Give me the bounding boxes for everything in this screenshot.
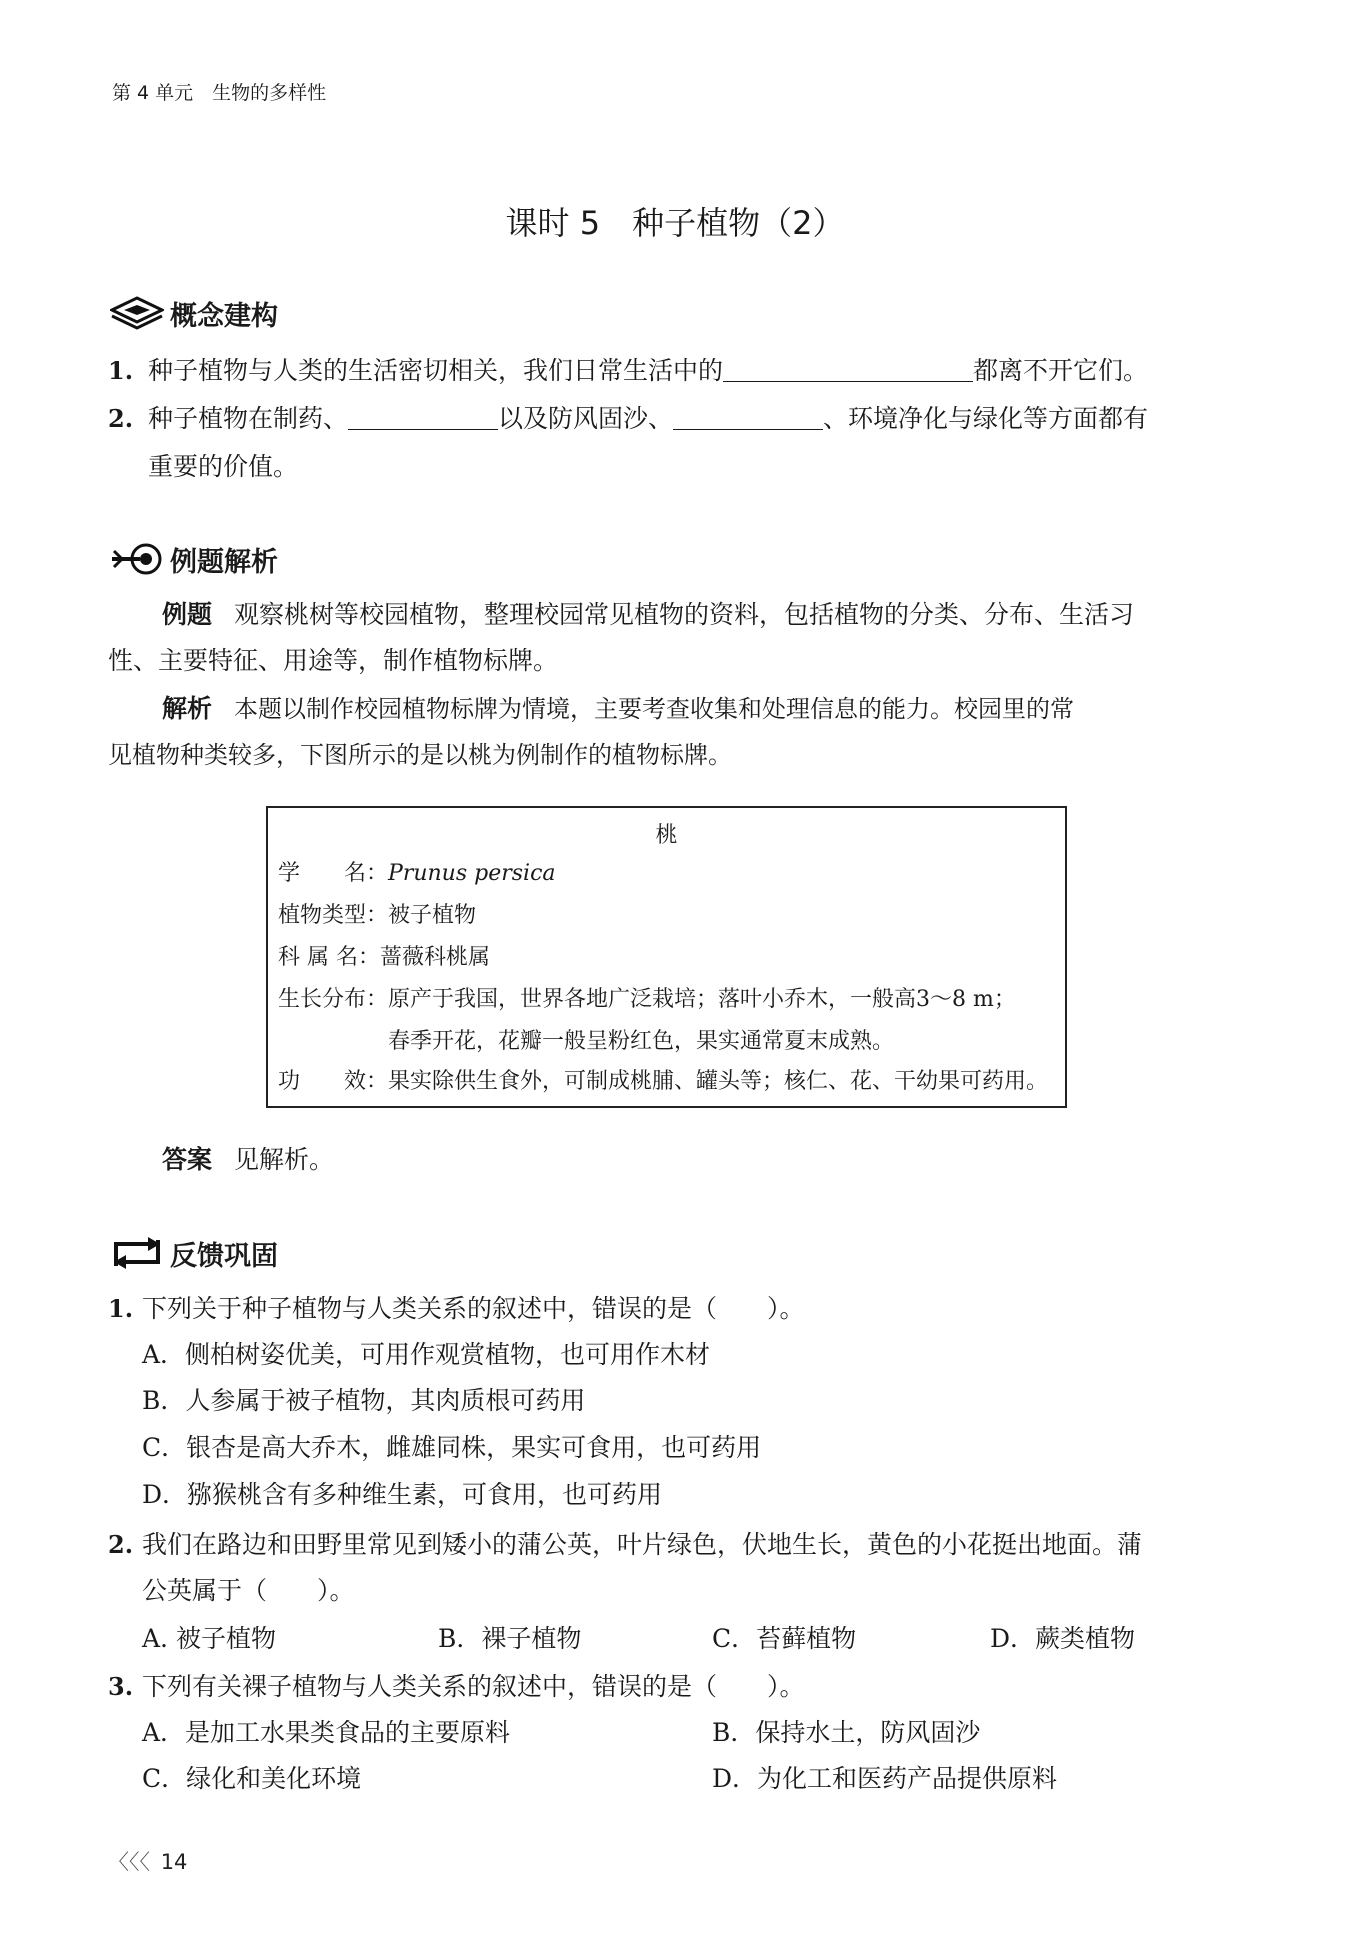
- example-text: 观察桃树等校园植物，整理校园常见植物的资料，包括植物的分类、分布、生活习: [233, 600, 1134, 629]
- section-divider: [312, 314, 1210, 358]
- card-row-value: 被子植物: [388, 903, 477, 928]
- option: C．银杏是高大乔木，雌雄同株，果实可食用，也可药用: [142, 1433, 762, 1462]
- analysis-text: 本题以制作校园植物标牌为情境，主要考查收集和处理信息的能力。校园里的常: [233, 695, 1074, 723]
- section-heading-feedback: [110, 1231, 278, 1275]
- page-title: 课时 5 种子植物（2）: [505, 204, 845, 242]
- analysis-text-continued: 见植物种类较多，下图所示的是以桃为例制作的植物标牌。: [108, 741, 732, 769]
- section-divider: [302, 1254, 1210, 1298]
- card-row-label: 科 属 名：: [278, 945, 380, 970]
- question-number: 2.: [108, 404, 134, 433]
- question-text: 种子植物在制药、＿＿＿＿＿＿以及防风固沙、＿＿＿＿＿＿、环境净化与绿化等方面都有: [148, 404, 1149, 433]
- question-stem: 下列关于种子植物与人类关系的叙述中，错误的是（ ）。: [142, 1294, 805, 1323]
- card-row: [388, 1028, 894, 1056]
- answer-line: [162, 1145, 334, 1175]
- running-header: 第 4 单元 生物的多样性: [112, 82, 327, 104]
- question-text: 种子植物与人类的生活密切相关，我们日常生活中的＿＿＿＿＿＿＿＿＿＿都离不开它们。: [148, 356, 1149, 385]
- option: B．人参属于被子植物，其肉质根可药用: [142, 1386, 586, 1415]
- card-row-value: 蔷薇科桃属: [380, 945, 491, 970]
- option: D．为化工和医药产品提供原料: [712, 1764, 1058, 1793]
- option: C．绿化和美化环境: [142, 1764, 362, 1793]
- card-row: [278, 1068, 1048, 1096]
- answer-label: 答案: [162, 1145, 213, 1174]
- section-heading-concept: [110, 291, 278, 335]
- question-number: 3.: [108, 1672, 134, 1701]
- example-label: 例题: [162, 600, 213, 629]
- card-row: [278, 986, 1016, 1014]
- card-title: 桃: [655, 823, 678, 848]
- option: A．侧柏树姿优美，可用作观赏植物，也可用作木材: [142, 1340, 711, 1369]
- option: D．猕猴桃含有多种维生素，可食用，也可药用: [142, 1480, 663, 1509]
- analysis-line: [162, 694, 1074, 724]
- plant-label-card: [266, 806, 1067, 1108]
- target-arrow-icon: [110, 542, 164, 576]
- card-row-label: 功 效：: [278, 1069, 389, 1094]
- card-row-value: 果实除供生食外，可制成桃脯、罐头等；核仁、花、干幼果可药用。: [388, 1069, 1049, 1094]
- question-number: 2.: [108, 1530, 134, 1559]
- card-row-value: Prunus persica: [388, 861, 556, 886]
- question-number: 1.: [108, 1294, 134, 1323]
- answer-text: 见解析。: [233, 1145, 334, 1174]
- example-line: [162, 600, 1134, 630]
- page-footer: [108, 1846, 187, 1876]
- card-row: [278, 860, 556, 888]
- card-row-label: 植物类型：: [278, 903, 389, 928]
- option: B．裸子植物: [438, 1624, 582, 1653]
- card-row-value: 原产于我国，世界各地广泛栽培；落叶小乔木，一般高3～8 m；: [388, 987, 1016, 1012]
- question-stem: 我们在路边和田野里常见到矮小的蒲公英，叶片绿色，伏地生长，黄色的小花挺出地面。蒲: [142, 1530, 1143, 1559]
- card-row-label: 生长分布：: [278, 987, 389, 1012]
- section-title: 反馈巩固: [170, 1240, 278, 1272]
- section-title: 例题解析: [170, 546, 278, 578]
- card-row: [278, 944, 490, 972]
- section-divider: [312, 560, 1210, 604]
- question-text-continued: 重要的价值。: [148, 452, 299, 481]
- question-stem-continued: 公英属于（ ）。: [142, 1576, 355, 1605]
- option: C．苔藓植物: [712, 1624, 857, 1653]
- page-number: 14: [160, 1850, 188, 1874]
- refresh-icon: [110, 1236, 164, 1270]
- option: A．是加工水果类食品的主要原料: [142, 1718, 511, 1747]
- layers-icon: [110, 296, 164, 330]
- question-number: 1.: [108, 356, 134, 385]
- section-title: 概念建构: [170, 300, 278, 332]
- example-text-continued: 性、主要特征、用途等，制作植物标牌。: [108, 646, 559, 675]
- option: D．蕨类植物: [990, 1624, 1136, 1653]
- card-row: [278, 902, 476, 930]
- option: A. 被子植物: [142, 1624, 276, 1653]
- footer-arrows: 〈〈〈: [108, 1850, 150, 1874]
- option: B．保持水土，防风固沙: [712, 1718, 981, 1747]
- section-heading-example: [110, 537, 278, 581]
- card-row-label: 学 名：: [278, 861, 389, 886]
- card-row-value: 春季开花，花瓣一般呈粉红色，果实通常夏末成熟。: [388, 1029, 895, 1054]
- question-stem: 下列有关裸子植物与人类关系的叙述中，错误的是（ ）。: [142, 1672, 805, 1701]
- analysis-label: 解析: [162, 694, 213, 723]
